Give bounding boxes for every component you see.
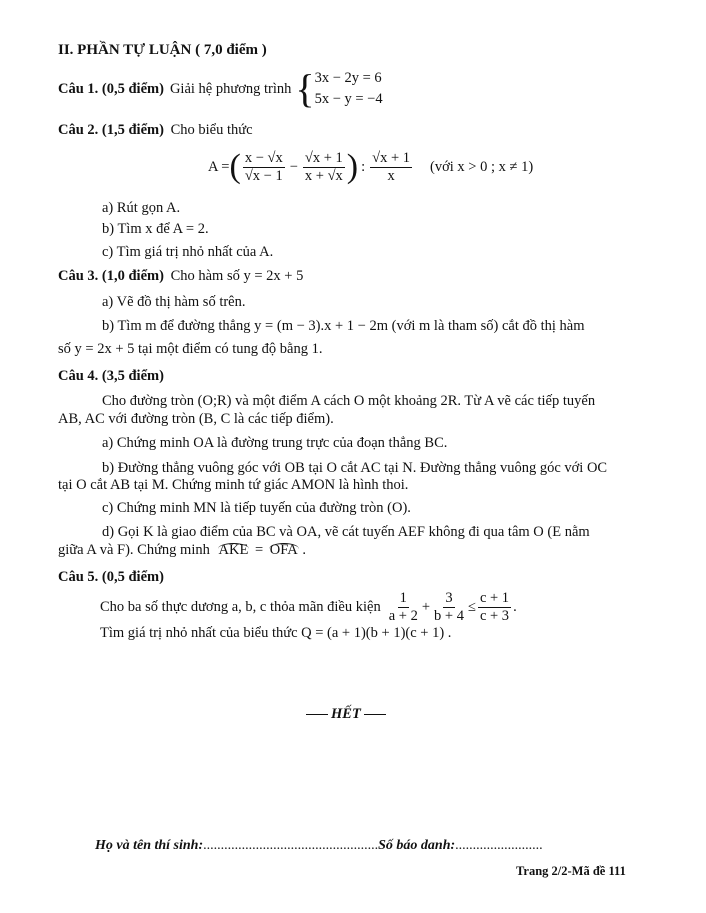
q4-intro-line2: AB, AC với đường tròn (B, C là các tiếp điểm). (58, 411, 334, 427)
q4-d2-text: giữa A và F). Chứng minh (58, 542, 210, 558)
candidate-label: Họ và tên thí sinh: (95, 838, 204, 853)
q1-brace: { (295, 66, 315, 111)
q3-text: Cho hàm số y = 2x + 5 (170, 268, 304, 284)
q1-eq1: 3x − 2y = 6 (314, 70, 382, 86)
q2-div: : (361, 158, 366, 175)
section-title: II. PHẦN TỰ LUẬN ( 7,0 điểm ) (58, 42, 267, 58)
q2-text: Cho biểu thức (170, 122, 253, 138)
q4-intro-line1: Cho đường tròn (O;R) và một điểm A cách O một khoảng 2R. Từ A vẽ các tiếp tuyến (102, 393, 596, 409)
end-rule-left (306, 714, 328, 715)
q2-frac-3 (370, 150, 412, 185)
q2-paren-close: ) (346, 148, 359, 185)
q3-part-a: a) Vẽ đồ thị hàm số trên. (102, 294, 246, 310)
q2-formula (208, 144, 533, 190)
footer-candidate (95, 838, 543, 854)
sbd-label: Số báo danh: (378, 838, 456, 853)
q4-part-b-line2: tại O cắt AB tại M. Chứng minh tứ giác AMON là hình thoi. (58, 477, 409, 493)
q2-part-a: a) Rút gọn A. (102, 200, 181, 216)
q3-label: Câu 3. (1,0 điểm) (58, 268, 164, 284)
q5-frac-1-num: 1 (399, 589, 407, 606)
q5-le: ≤ (467, 598, 476, 615)
end-text: HẾT (331, 706, 361, 722)
q3-part-b-line2: số y = 2x + 5 tại một điểm có tung độ bằng 1. (58, 341, 323, 357)
q2-label-text: Câu 2. (1,5 điểm) (58, 122, 164, 138)
q2-part-c: c) Tìm giá trị nhỏ nhất của A. (102, 244, 274, 260)
q4-label: Câu 4. (3,5 điểm) (58, 368, 164, 384)
q5-frac-2-den: b + 4 (434, 607, 464, 624)
q2-frac-1 (243, 150, 285, 185)
end-rule-right (364, 714, 386, 715)
q5-frac-1 (387, 590, 420, 625)
question-1 (58, 66, 383, 112)
q4-dot: . (302, 542, 306, 558)
q4-part-b-line1: b) Đường thẳng vuông góc với OB tại O cắt AC tại N. Đường thẳng vuông góc với OC (102, 460, 608, 476)
q2-frac-2-den: x + √x (304, 167, 343, 184)
q5-dot: . (513, 598, 517, 615)
q2-frac-2-num: √x + 1 (304, 149, 343, 166)
q5-line2: Tìm giá trị nhỏ nhất của biểu thức Q = (a + 1)(b + 1)(c + 1) . (100, 625, 452, 641)
end-marker (303, 706, 389, 723)
q4-part-a: a) Chứng minh OA là đường trung trực của đoạn thẳng BC. (102, 435, 448, 451)
q1-text: Giải hệ phương trình (169, 80, 292, 97)
q5-plus: + (421, 598, 431, 615)
q4-part-d-line1: d) Gọi K là giao điểm của BC và OA, vẽ cát tuyến AEF không đi qua tâm O (E nằm (102, 524, 590, 540)
sbd-dots: ......................... (455, 838, 543, 853)
q5-frac-1-den: a + 2 (388, 607, 418, 624)
q2-minus: − (289, 158, 298, 175)
q4-arc-ofa: OFA (269, 542, 298, 558)
q4-part-d-line2 (58, 542, 306, 559)
q2-a-eq: A = (208, 158, 230, 175)
q2-frac-1-num: x − √x (244, 149, 283, 166)
q5-label: Câu 5. (0,5 điểm) (58, 569, 164, 585)
q1-eq2: 5x − y = −4 (314, 91, 383, 107)
q2-frac-1-den: √x − 1 (244, 167, 283, 184)
q5-line1 (100, 586, 517, 628)
candidate-dots: .................................................. (203, 838, 379, 853)
q3-part-b-line1: b) Tìm m để đường thẳng y = (m − 3).x + 1 − 2m (với m là tham số) cắt đồ thị hàm (102, 318, 585, 334)
q1-label: Câu 1. (0,5 điểm) (58, 80, 164, 97)
q2-frac-3-den: x (387, 167, 395, 184)
q2-frac-3-num: √x + 1 (372, 149, 411, 166)
q2-label (58, 122, 253, 139)
question-3 (58, 268, 303, 285)
q5-frac-2-num: 3 (445, 589, 453, 606)
q5-frac-3-num: c + 1 (479, 589, 510, 606)
page-number: Trang 2/2-Mã đề 111 (516, 864, 626, 878)
q1-system (315, 68, 383, 110)
q4-part-c: c) Chứng minh MN là tiếp tuyến của đường tròn (O). (102, 500, 411, 516)
q5-frac-3 (478, 590, 511, 625)
q4-arc-akE: AKE (218, 542, 249, 558)
q5-line1-text: Cho ba số thực dương a, b, c thỏa mãn điều kiện (100, 598, 381, 615)
q5-frac-2 (432, 590, 466, 625)
q2-paren-open: ( (229, 148, 241, 185)
q2-part-b: b) Tìm x để A = 2. (102, 221, 209, 237)
q2-frac-2 (303, 150, 345, 185)
q5-frac-3-den: c + 3 (479, 607, 510, 624)
q2-condition: (với x > 0 ; x ≠ 1) (430, 158, 534, 175)
q4-equals: = (254, 542, 264, 558)
